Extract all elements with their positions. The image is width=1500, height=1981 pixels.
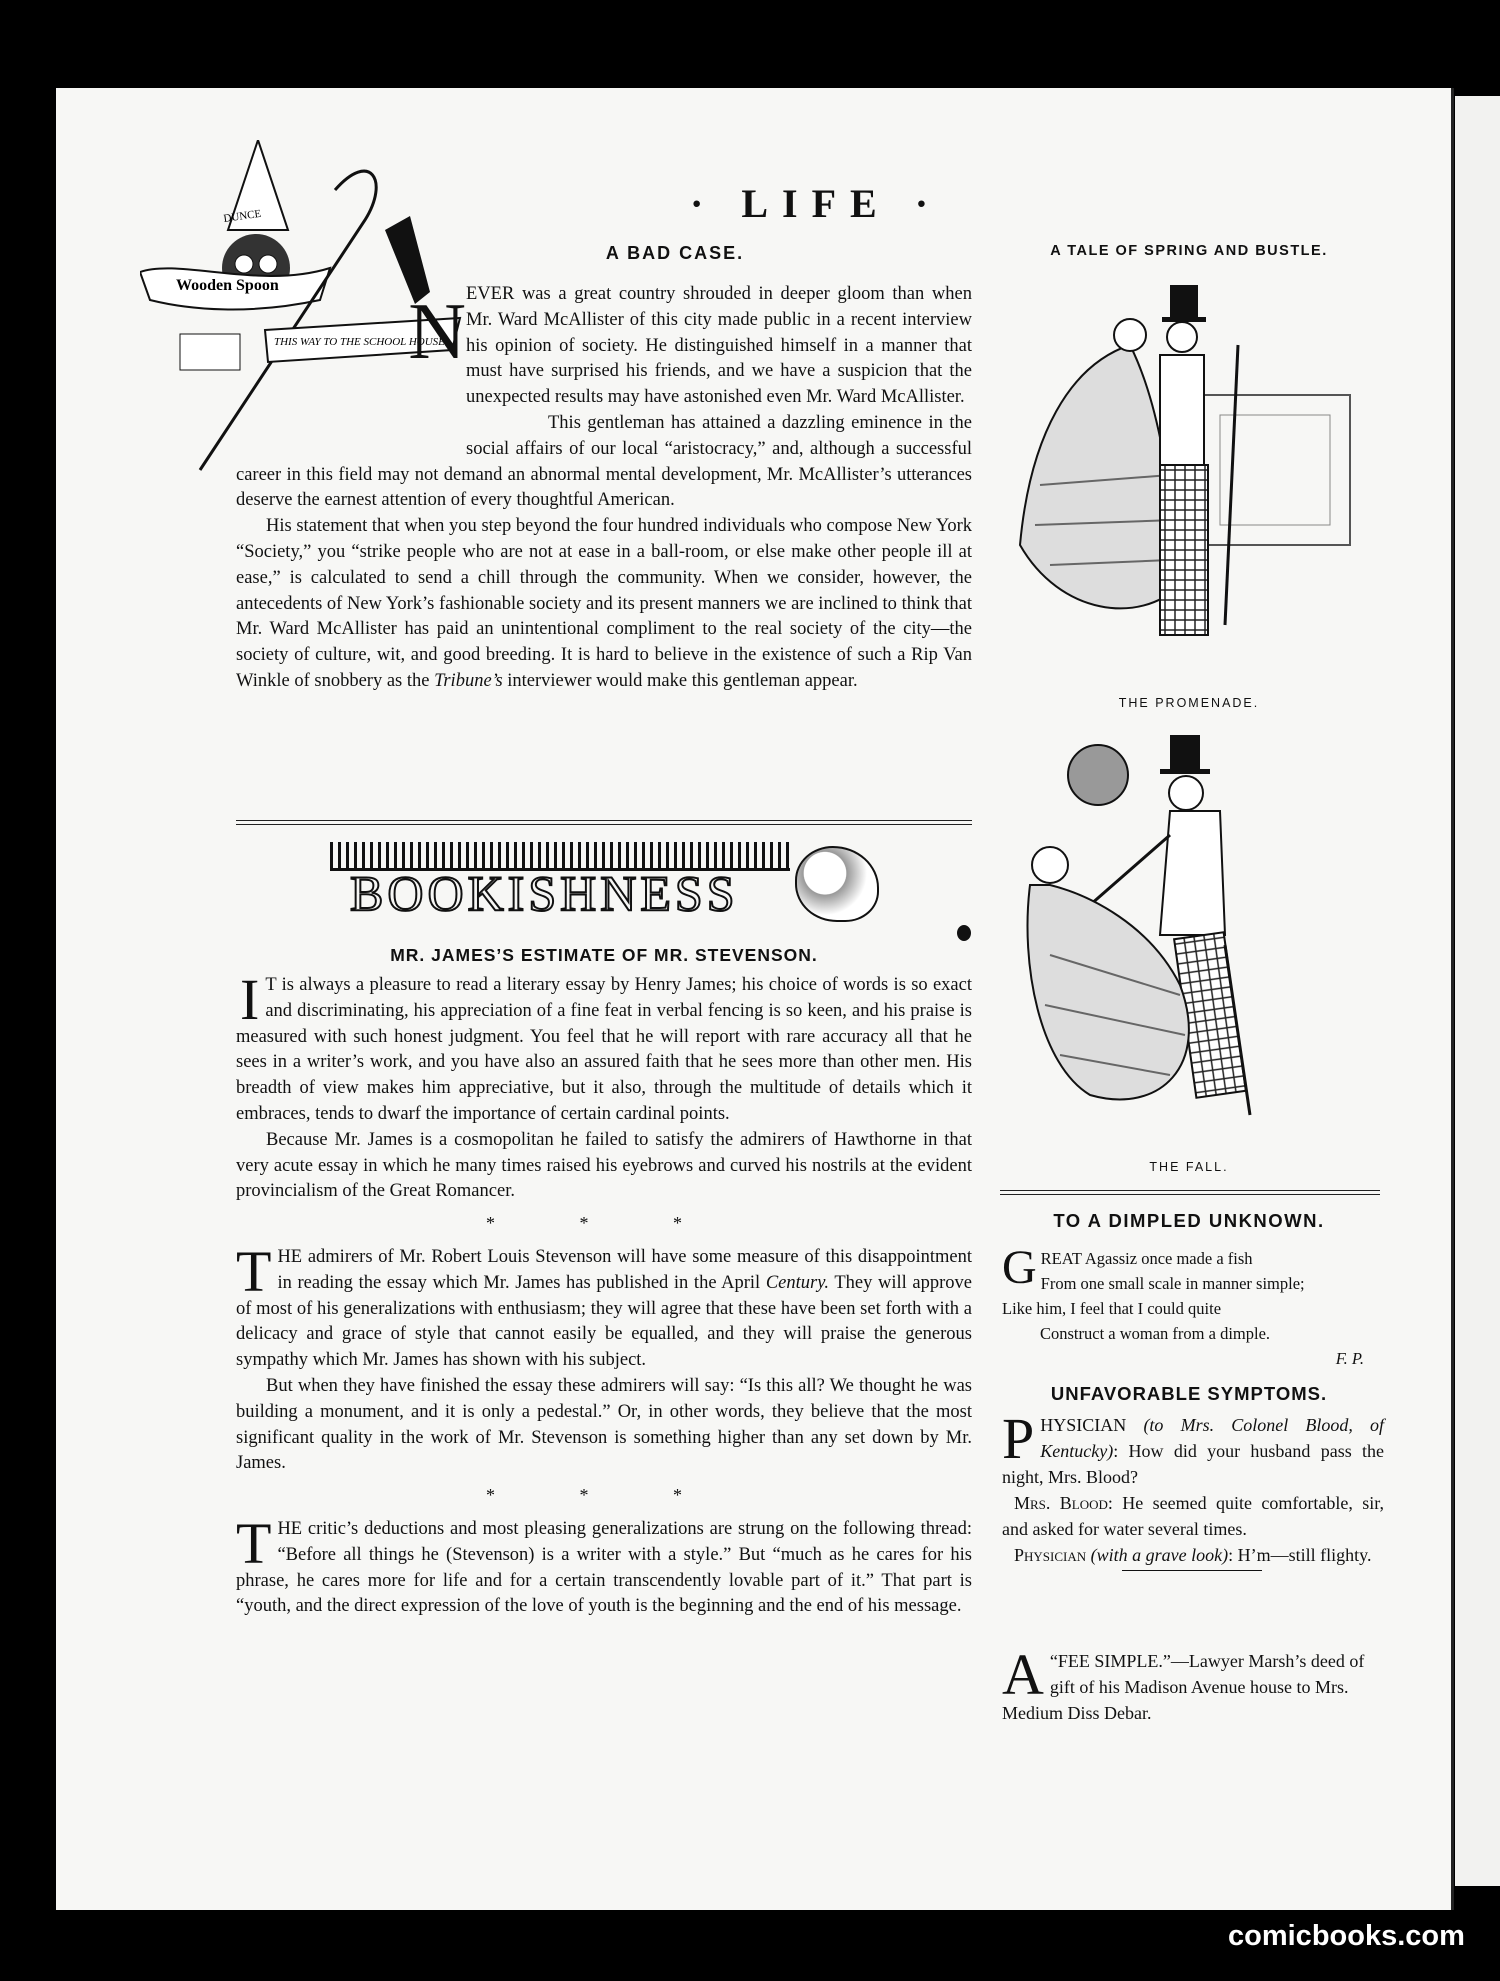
bad-case-para-1: EVER was a great country shrouded in deeper gloom than when Mr. Ward McAllister of this city made public in a recent interview his opinion of society. He distinguished himself in a manner that must have surprised his friends, and we have a suspicion that the unexpected results may have astonished even Mr. Ward McAllister. [466, 284, 972, 408]
bookishness-banner [330, 842, 890, 927]
dimpled-poem [1002, 1241, 1384, 1371]
cherub-illustration [795, 846, 879, 922]
facing-page-edge [1455, 96, 1500, 1886]
bad-case-dropcap: N [408, 288, 466, 376]
james-para-2: Because Mr. James is a cosmopolitan he failed to satisfy the admirers of Hawthorne in that very acute essay in which he many times raised his eyebrows and curved his nostrils at the evident provincialism of the Great Romancer. [236, 1129, 972, 1202]
ink-dot [957, 925, 971, 941]
symptoms-line-3: Physician (with a grave look): H’m—still flighty. [1014, 1545, 1372, 1565]
james-para-4: But when they have finished the essay these admirers will say: “Is this all? We thought he was building a monument, and it is only a pedestal.” Or, in other words, they believe that the most significant quality in the work of Mr. Stevenson is something higher than any set down by Mr. James. [236, 1375, 972, 1474]
poem-line-2: From one small scale in manner simple; [1040, 1274, 1305, 1293]
bookishness-text [236, 967, 973, 1620]
banner-text: BOOKISHNESS [350, 865, 739, 921]
symptoms-text [1002, 1406, 1385, 1571]
dropcap-t-2: T [236, 1510, 272, 1576]
fee-simple-text [1002, 1642, 1384, 1726]
poem-line-1: REAT Agassiz once made a fish [1040, 1249, 1253, 1268]
symptoms-end-rule [1122, 1570, 1262, 1571]
james-para-3: HE admirers of Mr. Robert Louis Stevenson will have some measure of this disappointment in reading the essay which Mr. James has published in the April Century. They will approve of most of his generalizations with enthusiasm; they will agree that these have been set forth with a delicacy and grace of style that cannot easily be equalled, and they will praise the generous sympathy which Mr. James has shown with his subject. [236, 1246, 973, 1371]
james-para-1: T is always a pleasure to read a literary essay by Henry James; his choice of words is so exact and discriminating, his appreciation of a fine feat in verbal fencing is so keen, and his praise is measured with such honest judgment. You feel that he will report with rare accuracy all that he sees in a writer’s work, and you have also an assured faith that he sees more than other men. His breadth of view makes him appreciative, but it also, through the multitude of details which it embraces, tends to dwarf the importance of certain cardinal points. [236, 975, 972, 1124]
masthead: · LIFE · [690, 181, 943, 226]
dropcap-i: I [240, 967, 260, 1032]
dimpled-title: TO A DIMPLED UNKNOWN. [1053, 1210, 1325, 1231]
poem-line-4: Construct a woman from a dimple. [1040, 1324, 1271, 1343]
logo-spoon-text: Wooden Spoon [176, 277, 279, 294]
james-estimate-title: MR. JAMES’S ESTIMATE OF MR. STEVENSON. [390, 945, 818, 965]
watermark: comicbooks.com [1228, 1920, 1465, 1952]
bad-case-para-3: His statement that when you step beyond the four hundred individuals who compose New York “Society,” you “strike people who are not at ease in a ball-room, or else make other people ill at ease,” is calculated to send a chill through the community. When we consider, however, the antecedents of New York’s fashionable society and its present manners we are inclined to think that Mr. Ward McAllister has paid an unintentional compliment to the real society of the city—the society of culture, wit, and good breeding. It is hard to believe in the existence of such a Rip Van Winkle of snobbery as the Tribune’s interviewer would make this gentleman appear. [236, 516, 972, 691]
poem-line-3: Like him, I feel that I could quite [1002, 1299, 1222, 1318]
dropcap-g: G [1002, 1241, 1037, 1294]
dropcap-a: A [1002, 1642, 1044, 1707]
logo-sign-text: THIS WAY TO THE SCHOOL HOUSE [274, 336, 445, 348]
section-rule [236, 820, 972, 825]
symptoms-line-1: HYSICIAN (to Mrs. Colonel Blood, of Kentucky): How did your husband pass the night, Mrs. Blood? [1002, 1415, 1385, 1487]
dropcap-p: P [1002, 1406, 1035, 1471]
promenade-caption: THE PROMENADE. [1118, 696, 1260, 710]
bad-case-para-2: This gentleman has attained a dazzling eminence in the social affairs of our local “aristocracy,” and, although a successful career in this field may not demand an abnormal mental development, Mr. McAllister’s utterances deserve the earnest attention of every thoughtful American. [236, 412, 972, 511]
fall-illustration [1010, 735, 1360, 1155]
dropcap-t-1: T [236, 1238, 272, 1304]
promenade-illustration [1010, 285, 1360, 665]
section-stars-2: * * * [486, 1485, 722, 1506]
logo-dunce-text: DUNCE [222, 207, 262, 225]
fall-caption: THE FALL. [1149, 1160, 1229, 1174]
poem-signature: F. P. [1335, 1349, 1364, 1368]
symptoms-title: UNFAVORABLE SYMPTOMS. [1050, 1383, 1328, 1404]
fee-simple-para: “FEE SIMPLE.”—Lawyer Marsh’s deed of gift of his Madison Avenue house to Mrs. Medium Diss Debar. [1002, 1651, 1365, 1723]
james-para-5: HE critic’s deductions and most pleasing generalizations are strung on the following thread: “Before all things he (Stevenson) is a writer with a style.” But “much as he cares for his phrase, he cares more for life and for a certain transcendently lovable part of it.” That part is “youth, and the direct expression of the love of youth is the beginning and the end of his message. [236, 1518, 972, 1617]
bad-case-title: A BAD CASE. [605, 243, 745, 263]
symptoms-line-2: Mrs. Blood: He seemed quite comfortable, sir, and asked for water several times. [1002, 1493, 1384, 1539]
bad-case-text [236, 282, 972, 695]
right-rule [1000, 1190, 1380, 1195]
section-stars-1: * * * [486, 1213, 722, 1234]
spring-bustle-title: A TALE OF SPRING AND BUSTLE. [1050, 243, 1328, 259]
